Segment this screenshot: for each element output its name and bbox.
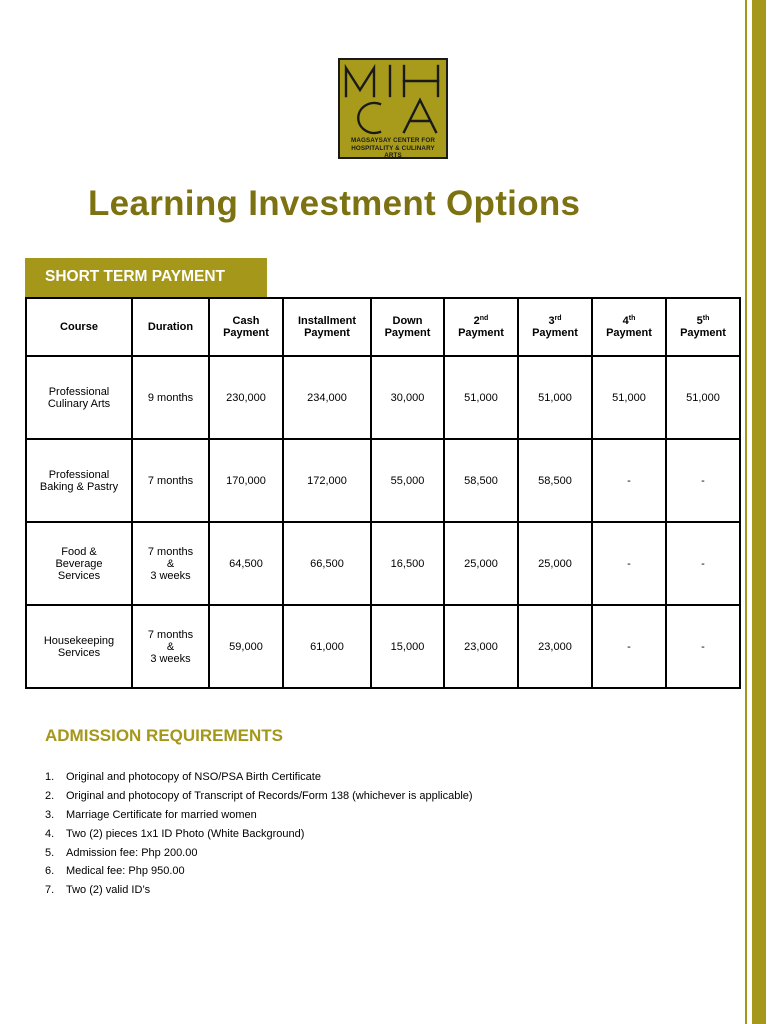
cell-duration: 7 months & 3 weeks — [132, 522, 209, 605]
cell-course: Food & Beverage Services — [26, 522, 132, 605]
cell-2nd: 58,500 — [444, 439, 518, 522]
cell-course: Housekeeping Services — [26, 605, 132, 688]
cell-3rd: 25,000 — [518, 522, 592, 605]
logo-caption — [344, 137, 442, 160]
cell-course: Professional Culinary Arts — [26, 356, 132, 439]
cell-installment: 172,000 — [283, 439, 371, 522]
cell-down: 30,000 — [371, 356, 444, 439]
table-row — [26, 439, 740, 522]
header-duration: Duration — [132, 298, 209, 356]
page-title: Learning Investment Options — [88, 184, 581, 223]
page-border-line — [745, 0, 747, 1024]
short-term-payment-tab: SHORT TERM PAYMENT — [25, 258, 267, 297]
cell-5th: - — [666, 522, 740, 605]
cell-3rd: 51,000 — [518, 356, 592, 439]
header-course: Course — [26, 298, 132, 356]
cell-installment: 61,000 — [283, 605, 371, 688]
cell-5th: 51,000 — [666, 356, 740, 439]
cell-2nd: 51,000 — [444, 356, 518, 439]
list-item: 7. Two (2) valid ID’s — [45, 884, 151, 897]
list-item: 1. Original and photocopy of NSO/PSA Birth Certificate — [45, 771, 321, 783]
cell-cash: 230,000 — [209, 356, 283, 439]
cell-cash: 170,000 — [209, 439, 283, 522]
header-4th-payment: 4th Payment — [592, 298, 666, 356]
cell-2nd: 23,000 — [444, 605, 518, 688]
page-border-stripe — [752, 0, 766, 1024]
admission-requirements-heading: ADMISSION REQUIREMENTS — [45, 726, 284, 745]
cell-cash: 59,000 — [209, 605, 283, 688]
table-row — [26, 522, 740, 605]
cell-cash: 64,500 — [209, 522, 283, 605]
table-row — [26, 605, 740, 688]
header-cash-payment: Cash Payment — [209, 298, 283, 356]
cell-duration: 7 months — [132, 439, 209, 522]
cell-3rd: 23,000 — [518, 605, 592, 688]
cell-installment: 66,500 — [283, 522, 371, 605]
header-down-payment: Down Payment — [371, 298, 444, 356]
cell-course: Professional Baking & Pastry — [26, 439, 132, 522]
header-5th-payment: 5th Payment — [666, 298, 740, 356]
cell-4th: - — [592, 605, 666, 688]
cell-duration: 9 months — [132, 356, 209, 439]
cell-5th: - — [666, 605, 740, 688]
cell-3rd: 58,500 — [518, 439, 592, 522]
header-3rd-payment: 3rd Payment — [518, 298, 592, 356]
list-item: 4. Two (2) pieces 1x1 ID Photo (White Background) — [45, 827, 305, 840]
table-row — [26, 356, 740, 439]
cell-2nd: 25,000 — [444, 522, 518, 605]
list-item: 6. Medical fee: Php 950.00 — [45, 865, 185, 878]
cell-down: 55,000 — [371, 439, 444, 522]
cell-4th: - — [592, 522, 666, 605]
logo-caption-line1: MAGSAYSAY CENTER FOR — [351, 137, 435, 144]
cell-installment: 234,000 — [283, 356, 371, 439]
table-header-row — [26, 298, 740, 356]
cell-4th: 51,000 — [592, 356, 666, 439]
list-item: 5. Admission fee: Php 200.00 — [45, 846, 198, 859]
cell-duration: 7 months & 3 weeks — [132, 605, 209, 688]
list-item: 3. Marriage Certificate for married women — [45, 808, 257, 821]
logo-caption-line2: HOSPITALITY & CULINARY ARTS — [351, 144, 435, 159]
cell-4th: - — [592, 439, 666, 522]
list-item: 2. Original and photocopy of Transcript of Records/Form 138 (whichever is applicable) — [45, 789, 473, 802]
cell-down: 15,000 — [371, 605, 444, 688]
cell-5th: - — [666, 439, 740, 522]
header-installment-payment: Installment Payment — [283, 298, 371, 356]
mihca-logo — [338, 58, 448, 159]
cell-down: 16,500 — [371, 522, 444, 605]
payment-table — [25, 297, 741, 689]
admission-requirements-list — [45, 771, 685, 903]
header-2nd-payment: 2nd Payment — [444, 298, 518, 356]
